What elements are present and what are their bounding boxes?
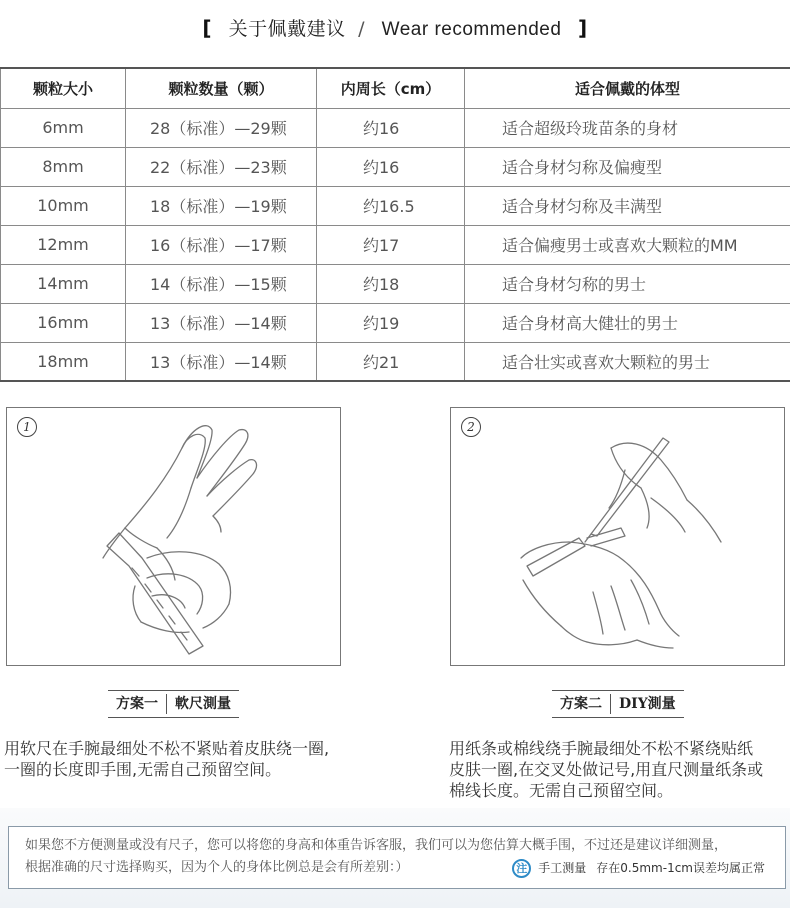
cell-size: 16mm xyxy=(1,303,126,342)
cell-body-type: 适合偏瘦男士或喜欢大颗粒的MM xyxy=(465,225,790,264)
page-title xyxy=(0,14,790,41)
method2-desc-line: 皮肤一圈,在交叉处做记号,用直尺测量纸条或 xyxy=(449,760,764,779)
cell-body-type: 适合身材匀称及丰满型 xyxy=(465,186,790,225)
method1-name: 軟尺測量 xyxy=(175,696,231,712)
method1-desc-line: 一圈的长度即手围,无需自己预留空间。 xyxy=(4,760,282,779)
header-inner-circumference: 内周长（cm） xyxy=(317,68,465,108)
cell-size: 12mm xyxy=(1,225,126,264)
table-header-row xyxy=(1,68,790,108)
cell-circumference: 约21 xyxy=(317,342,465,381)
note-line-1: 如果您不方便测量或没有尺子，您可以将您的身高和体重告诉客服，我们可以为您估算大概手围，不过还是建议详细测量， xyxy=(25,838,728,853)
measurement-note xyxy=(8,826,786,889)
cell-body-type: 适合身材高大健壮的男士 xyxy=(465,303,790,342)
note-tip-tolerance: 存在0.5mm-1cm误差均属正常 xyxy=(596,861,765,875)
cell-count: 18（标准）—19颗 xyxy=(126,186,317,225)
method2-desc-line: 棉线长度。无需自己预留空间。 xyxy=(449,781,674,800)
header-bead-size: 颗粒大小 xyxy=(1,68,126,108)
table-row xyxy=(1,303,790,342)
cell-body-type: 适合身材匀称的男士 xyxy=(465,264,790,303)
cell-count: 13（标准）—14颗 xyxy=(126,303,317,342)
cell-count: 28（标准）—29颗 xyxy=(126,108,317,147)
title-english: Wear recommended xyxy=(381,19,562,40)
header-bead-count: 颗粒数量（颗） xyxy=(126,68,317,108)
cell-circumference: 约16.5 xyxy=(317,186,465,225)
method1-description xyxy=(4,738,364,780)
cell-circumference: 约17 xyxy=(317,225,465,264)
cell-body-type: 适合壮实或喜欢大颗粒的男士 xyxy=(465,342,790,381)
cell-size: 10mm xyxy=(1,186,126,225)
method2-label xyxy=(552,690,684,718)
cell-size: 8mm xyxy=(1,147,126,186)
cell-circumference: 约19 xyxy=(317,303,465,342)
title-chinese: 关于佩戴建议 xyxy=(228,18,346,40)
cell-body-type: 适合身材匀称及偏瘦型 xyxy=(465,147,790,186)
cell-count: 22（标准）—23颗 xyxy=(126,147,317,186)
method1-illustration xyxy=(6,407,341,666)
header-body-type: 适合佩戴的体型 xyxy=(465,68,790,108)
table-row xyxy=(1,264,790,303)
table-row xyxy=(1,225,790,264)
note-line-2: 根据准确的尺寸选择购买，因为个人的身体比例总是会有所差别：） xyxy=(25,860,409,875)
note-tip-manual: 手工测量 xyxy=(538,861,587,875)
table-row xyxy=(1,342,790,381)
size-table xyxy=(0,67,790,382)
method2-desc-line: 用纸条或棉线绕手腕最细处不松不紧绕贴纸 xyxy=(449,739,754,758)
cell-size: 18mm xyxy=(1,342,126,381)
table-row xyxy=(1,186,790,225)
method2-plan: 方案二 xyxy=(552,694,611,714)
bracket-right: ] xyxy=(577,16,588,40)
method2-illustration xyxy=(450,407,785,666)
cell-count: 13（标准）—14颗 xyxy=(126,342,317,381)
cell-count: 14（标准）—15颗 xyxy=(126,264,317,303)
method1-desc-line: 用软尺在手腕最细处不松不紧贴着皮肤绕一圈, xyxy=(4,739,330,758)
method2-name: DIY測量 xyxy=(619,696,676,712)
cell-count: 16（标准）—17颗 xyxy=(126,225,317,264)
method2-description xyxy=(449,738,789,801)
cell-size: 6mm xyxy=(1,108,126,147)
method1-label xyxy=(108,690,239,718)
tape-measure-hand-drawing xyxy=(7,408,342,667)
table-row xyxy=(1,147,790,186)
note-badge-icon: 注 xyxy=(512,859,531,878)
title-slash: / xyxy=(358,18,366,40)
cell-circumference: 约16 xyxy=(317,147,465,186)
cell-size: 14mm xyxy=(1,264,126,303)
method2-number: 2 xyxy=(461,417,481,437)
cell-body-type: 适合超级玲珑苗条的身材 xyxy=(465,108,790,147)
cell-circumference: 约18 xyxy=(317,264,465,303)
cell-circumference: 约16 xyxy=(317,108,465,147)
table-row xyxy=(1,108,790,147)
diy-measure-hand-drawing xyxy=(451,408,786,667)
bracket-left: [ xyxy=(202,16,213,40)
method1-plan: 方案一 xyxy=(108,694,167,714)
method1-number: 1 xyxy=(17,417,37,437)
